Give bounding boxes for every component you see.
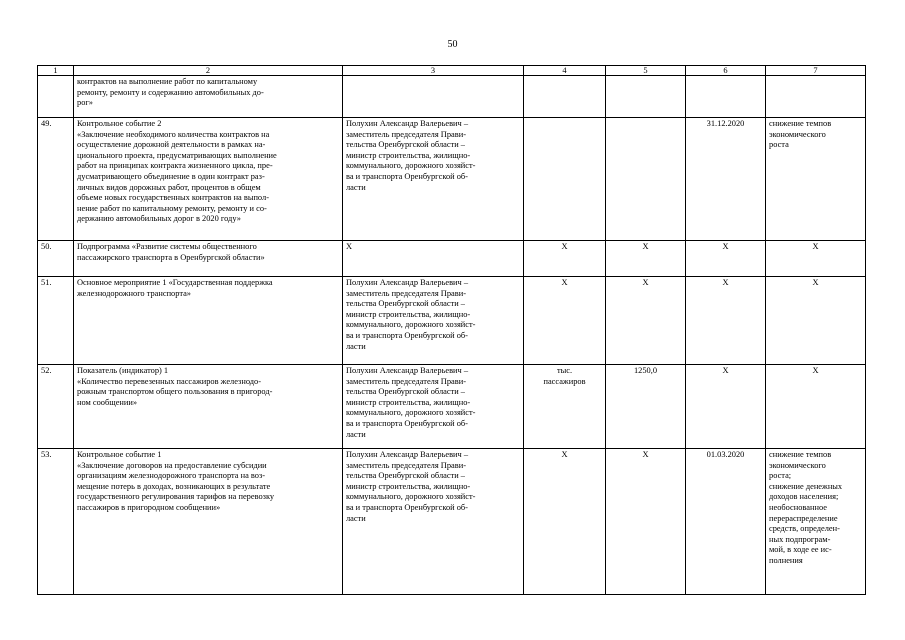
date-cell: [686, 76, 766, 118]
risk-cell: снижение темпов экономического роста: [766, 118, 866, 241]
value-cell: Х: [606, 241, 686, 277]
unit-cell: Х: [524, 277, 606, 365]
table-row: [38, 449, 866, 595]
responsible-person: Полухин Александр Валерьевич – заместитель председателя Прави- тельства Оренбургской области – министр строительства, жилищно- коммунального, дорожного хозяйст- ва и транспорта Оренбургской об- ласти: [343, 449, 524, 595]
value-cell: [606, 76, 686, 118]
event-name: Контрольное событие 2 «Заключение необходимого количества контрактов на осуществление дорожной деятельности в рамках на- ционального проекта, предусматривающих выполнение работ на принципах контракта жизненного цикла, пре- дусматривающего объединение в один контракт раз- личных видов дорожных работ, процентов в общем объеме новых государственных контрактов на выпол- нение работ по капитальному ремонту, ремонту и со- держанию автомобильных дорог в 2020 году»: [74, 118, 343, 241]
unit-cell: [524, 118, 606, 241]
row-number: [38, 76, 74, 118]
unit-cell: [524, 76, 606, 118]
risk-cell: [766, 76, 866, 118]
table-row: [38, 365, 866, 449]
value-cell: Х: [606, 277, 686, 365]
row-number: 51.: [38, 277, 74, 365]
value-cell: [606, 118, 686, 241]
responsible-person: Полухин Александр Валерьевич – заместитель председателя Прави- тельства Оренбургской области – министр строительства, жилищно- коммунального, дорожного хозяйст- ва и транспорта Оренбургской об- ласти: [343, 277, 524, 365]
unit-cell: Х: [524, 241, 606, 277]
table-row: [38, 76, 866, 118]
event-name: Показатель (индикатор) 1 «Количество перевезенных пассажиров железнодо- рожным транспортом общего пользования в пригород- ном сообщении»: [74, 365, 343, 449]
row-number: 52.: [38, 365, 74, 449]
event-name: Контрольное событие 1 «Заключение договоров на предоставление субсидии организациям железнодорожного транспорта на воз- мещение потерь в доходах, возникающих в результате государственного регулирования тарифов на перевозку пассажиров в пригородном сообщении»: [74, 449, 343, 595]
event-name: контрактов на выполнение работ по капитальному ремонту, ремонту и содержанию автомобильных до- рог»: [74, 76, 343, 118]
column-header: 4: [524, 66, 606, 76]
unit-cell: Х: [524, 449, 606, 595]
row-number: 53.: [38, 449, 74, 595]
date-cell: 01.03.2020: [686, 449, 766, 595]
event-name: Основное мероприятие 1 «Государственная поддержка железнодорожного транспорта»: [74, 277, 343, 365]
unit-cell: тыс. пассажиров: [524, 365, 606, 449]
column-number-row: [38, 66, 866, 76]
table-row: [38, 241, 866, 277]
table-row: [38, 118, 866, 241]
table-row: [38, 277, 866, 365]
responsible-person: Полухин Александр Валерьевич – заместитель председателя Прави- тельства Оренбургской области – министр строительства, жилищно- коммунального, дорожного хозяйст- ва и транспорта Оренбургской об- ласти: [343, 365, 524, 449]
column-header: 7: [766, 66, 866, 76]
column-header: 2: [74, 66, 343, 76]
risk-cell: Х: [766, 277, 866, 365]
page-number: 50: [447, 39, 458, 50]
column-header: 3: [343, 66, 524, 76]
responsible-person: Полухин Александр Валерьевич – заместитель председателя Прави- тельства Оренбургской области – министр строительства, жилищно- коммунального, дорожного хозяйст- ва и транспорта Оренбургской об- ласти: [343, 118, 524, 241]
column-header: 1: [38, 66, 74, 76]
date-cell: Х: [686, 365, 766, 449]
row-number: 49.: [38, 118, 74, 241]
column-header: 5: [606, 66, 686, 76]
date-cell: Х: [686, 241, 766, 277]
risk-cell: снижение темпов экономического роста; снижение денежных доходов населения; необоснованное перераспределение средств, определен- ных подпрограм- мой, в ходе ее ис- полнения: [766, 449, 866, 595]
row-number: 50.: [38, 241, 74, 277]
date-cell: Х: [686, 277, 766, 365]
plan-table: [37, 65, 866, 595]
event-name: Подпрограмма «Развитие системы общественного пассажирского транспорта в Оренбургской области»: [74, 241, 343, 277]
value-cell: Х: [606, 449, 686, 595]
date-cell: 31.12.2020: [686, 118, 766, 241]
risk-cell: Х: [766, 365, 866, 449]
responsible-person: Х: [343, 241, 524, 277]
responsible-person: [343, 76, 524, 118]
value-cell: 1250,0: [606, 365, 686, 449]
risk-cell: Х: [766, 241, 866, 277]
column-header: 6: [686, 66, 766, 76]
